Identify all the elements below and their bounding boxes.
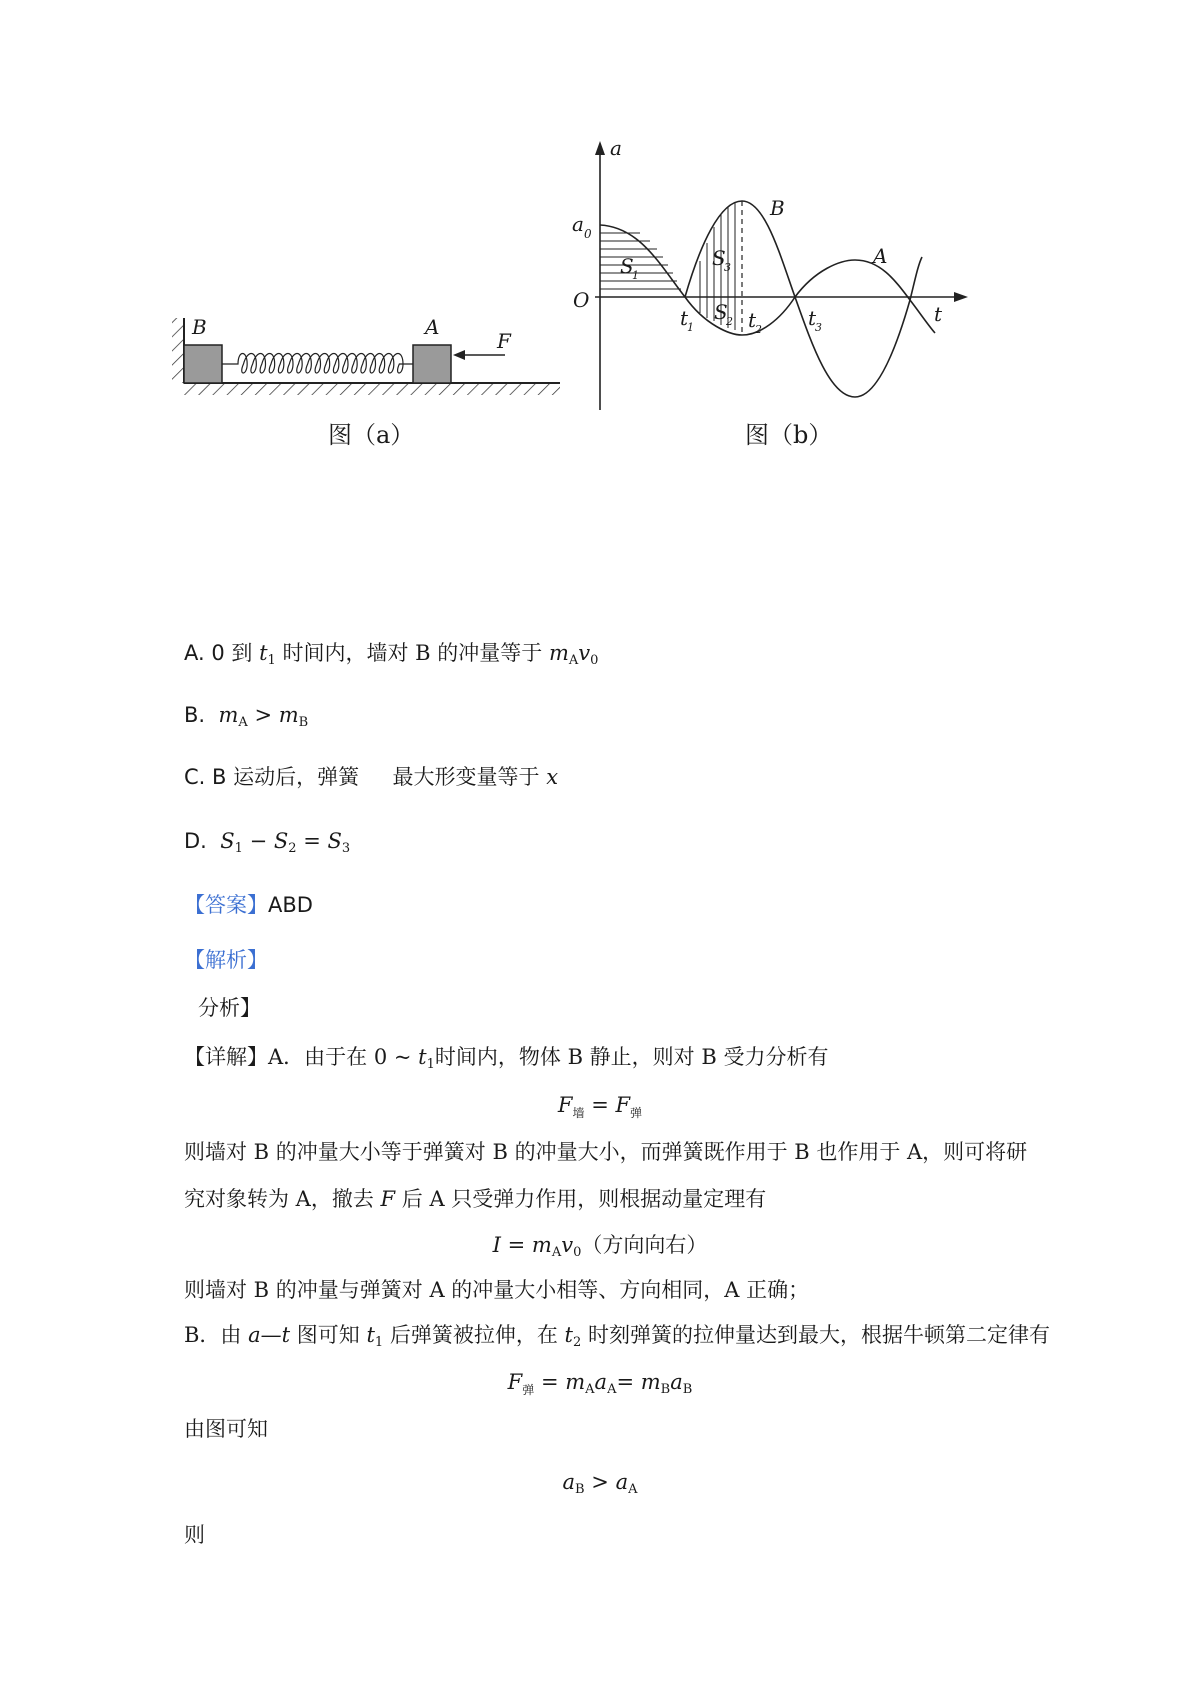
detail-line1-t: t: [418, 1045, 427, 1069]
detail-line2-text: 则墙对 B 的冲量大小等于弹簧对 B 的冲量大小，而弹簧既作用于 B 也作用于 A，则可将研: [184, 1140, 1028, 1164]
eq4-a2: a: [615, 1470, 629, 1494]
at-graph: [560, 135, 980, 425]
eq3-m1-sub: A: [585, 1382, 595, 1397]
equation-4: [0, 1467, 1200, 1505]
detail-line3-a: 究对象转为 A，撤去: [184, 1187, 381, 1211]
detail-line-6: [184, 1414, 268, 1444]
caption-a: 图（a）: [328, 421, 415, 449]
label-t3-sub: 3: [815, 321, 822, 334]
label-s3: S: [712, 246, 726, 270]
option-d-s3: S: [327, 829, 342, 853]
eq2-m-sub: A: [551, 1245, 562, 1260]
axis-x-label: t: [934, 302, 943, 326]
analysis-line: [184, 945, 268, 975]
equation-3: [0, 1367, 1200, 1405]
option-c-text: C. B 运动后，弹簧: [184, 765, 360, 789]
eq2-i: I: [492, 1233, 501, 1257]
block-b: [184, 345, 222, 383]
label-s1: S: [620, 254, 634, 278]
equation-1: [0, 1090, 1200, 1128]
analysis-sub-line: [198, 993, 261, 1023]
eq1-f1: F: [557, 1093, 573, 1117]
detail-line5-t1-sub: 1: [374, 1335, 384, 1350]
detail-line5-d: 时刻弹簧的拉伸量达到最大，根据牛顿第二定律有: [581, 1323, 1050, 1347]
curve-a: [600, 225, 935, 335]
detail-line-1: [184, 1042, 828, 1080]
detail-line-4: [184, 1275, 809, 1305]
eq3-eq1: =: [534, 1370, 566, 1394]
label-t1-sub: 1: [687, 321, 694, 334]
option-b: [184, 700, 308, 738]
option-c-text2: 最大形变量等于: [392, 765, 540, 789]
eq1-f2: F: [615, 1093, 631, 1117]
equation-2: [0, 1230, 1200, 1268]
detail-line-7: [184, 1520, 205, 1550]
label-t2-sub: 2: [755, 323, 762, 336]
y-axis-arrow: [595, 141, 605, 155]
option-d-prefix: D.: [184, 829, 207, 853]
option-b-m1-sub: A: [238, 715, 248, 730]
analysis-sub-label: 分析】: [198, 996, 261, 1020]
eq3-m1: m: [565, 1370, 586, 1394]
eq3-eq2: =: [616, 1370, 641, 1394]
curve-a-label: A: [873, 244, 888, 268]
option-b-m2: m: [278, 703, 299, 727]
eq3-m2: m: [640, 1370, 661, 1394]
label-t3: t: [808, 306, 817, 330]
detail-line6-text: 由图可知: [184, 1417, 268, 1441]
label-b: B: [192, 315, 207, 339]
analysis-label: 【解析】: [184, 948, 268, 972]
eq2-eq: =: [500, 1233, 532, 1257]
detail-line5-at: a—t: [248, 1323, 291, 1347]
eq3-sub: 弹: [522, 1383, 535, 1397]
option-b-m2-sub: B: [298, 715, 309, 730]
label-s1-sub: 1: [632, 269, 639, 282]
eq2-m: m: [531, 1233, 552, 1257]
detail-label: 【详解】: [184, 1045, 268, 1069]
figure-b: [560, 135, 980, 425]
eq4-gt: >: [584, 1470, 616, 1494]
ground-hatch: [184, 383, 560, 395]
label-a0: a: [572, 212, 584, 236]
detail-line5-a: B．由: [184, 1323, 249, 1347]
option-b-gt: >: [254, 703, 273, 727]
option-a-t-sub: 1: [267, 653, 276, 668]
eq1-sub2: 弹: [630, 1106, 643, 1120]
curve-b-label: B: [770, 196, 785, 220]
label-f: F: [497, 329, 511, 353]
answer-value: ABD: [268, 893, 313, 917]
detail-line5-t2-sub: 2: [572, 1335, 582, 1350]
x-axis-arrow: [954, 292, 968, 302]
label-t1: t: [680, 306, 689, 330]
detail-line1-sub: 1: [426, 1057, 435, 1072]
label-s2: S: [714, 300, 728, 324]
eq3-m2-sub: B: [660, 1382, 671, 1397]
detail-line3-f: F: [380, 1187, 396, 1211]
eq2-note: （方向向右）: [581, 1233, 708, 1257]
option-d-eq: =: [303, 829, 321, 853]
eq3-f: F: [507, 1370, 523, 1394]
label-s2-sub: 2: [726, 315, 733, 328]
eq1-sub1: 墙: [572, 1106, 585, 1120]
label-s3-sub: 3: [724, 261, 731, 274]
option-a-m: m: [548, 641, 569, 665]
option-a-text: 时间内，墙对 B 的冲量等于: [282, 641, 549, 665]
eq4-a1-sub: B: [575, 1482, 585, 1497]
eq4-a2-sub: A: [628, 1482, 638, 1497]
answer-line: [184, 890, 313, 920]
option-d-s2-sub: 2: [288, 841, 297, 856]
label-a: A: [425, 315, 440, 339]
option-a-v-sub: 0: [590, 653, 599, 668]
option-d-minus: −: [249, 829, 268, 853]
option-c-x: x: [546, 765, 559, 789]
option-d-s2: S: [273, 829, 289, 853]
option-d-s3-sub: 3: [341, 841, 351, 856]
caption-b: 图（b）: [745, 421, 833, 449]
option-a-v: v: [578, 641, 591, 665]
spring: [222, 354, 413, 374]
detail-line5-t1: t: [366, 1323, 375, 1347]
detail-line1-a: A．由于在 0 ~: [268, 1045, 419, 1069]
label-t2: t: [748, 308, 757, 332]
option-a-m-sub: A: [568, 653, 579, 668]
option-d: [184, 826, 350, 864]
option-a-t: t: [259, 641, 268, 665]
detail-line5-c: 后弹簧被拉伸，在: [383, 1323, 565, 1347]
eq2-v-sub: 0: [573, 1245, 582, 1260]
detail-line-5: [184, 1320, 1050, 1358]
wall-hatch: [172, 318, 184, 383]
block-a: [413, 345, 451, 383]
detail-line-3: [184, 1184, 766, 1214]
detail-line7-text: 则: [184, 1523, 205, 1547]
option-b-m1: m: [218, 703, 239, 727]
option-a-prefix: A. 0 到: [184, 641, 253, 665]
eq3-a2: a: [670, 1370, 683, 1394]
label-origin: O: [573, 288, 590, 312]
eq1-eq: =: [584, 1093, 616, 1117]
answer-label: 【答案】: [184, 893, 268, 917]
detail-line4-text: 则墙对 B 的冲量与弹簧对 A 的冲量大小相等、方向相同，A 正确；: [184, 1278, 810, 1302]
axis-y-label: a: [610, 136, 622, 160]
eq3-a2-sub: B: [682, 1382, 693, 1397]
eq3-a1-sub: A: [607, 1382, 617, 1397]
option-d-s1-sub: 1: [234, 841, 243, 856]
option-a: [184, 638, 598, 676]
detail-line1-b: 时间内，物体 B 静止，则对 B 受力分析有: [434, 1045, 829, 1069]
force-arrow-head: [453, 350, 465, 360]
option-b-prefix: B.: [184, 703, 206, 727]
eq2-v: v: [561, 1233, 574, 1257]
option-d-s1: S: [220, 829, 235, 853]
detail-line5-b: 图可知: [290, 1323, 367, 1347]
label-a0-sub: 0: [584, 227, 592, 241]
detail-line-2: [184, 1137, 1027, 1167]
eq3-a1: a: [594, 1370, 608, 1394]
eq4-a1: a: [562, 1470, 576, 1494]
option-c: [184, 762, 558, 792]
detail-line5-t2: t: [564, 1323, 573, 1347]
detail-line3-b: 后 A 只受弹力作用，则根据动量定理有: [395, 1187, 767, 1211]
